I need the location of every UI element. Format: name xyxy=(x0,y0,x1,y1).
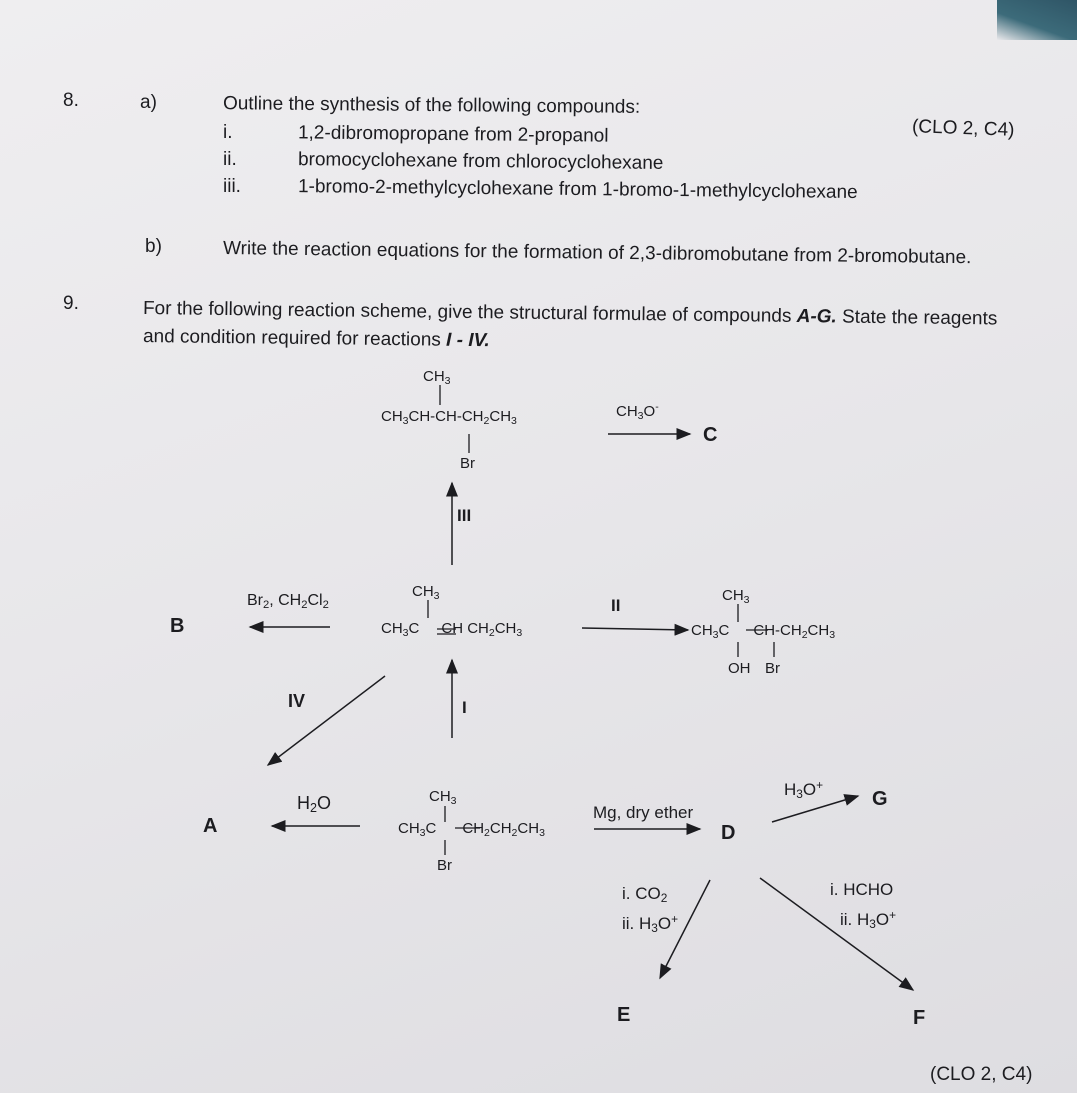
q8-part-b-text: Write the reaction equations for the formation of 2,3-dibromobutane from 2-bromobutane. xyxy=(222,238,972,269)
f-reagent-step1: i. HCHO xyxy=(830,880,894,899)
q8-item-i-text: 1,2-dibromopropane from 2-propanol xyxy=(297,122,609,147)
f-reagent-step2: ii. $H_3O^+$ xyxy=(840,908,897,931)
label-f: F xyxy=(913,1007,926,1029)
right-compound-chain: $CH_3C$ $CH-CH_2CH_3$ xyxy=(691,622,836,641)
q8-item-ii-text: bromocyclohexane from chlorocyclohexane xyxy=(297,149,664,174)
q8-item-ii-number: ii. xyxy=(223,149,237,170)
top-reagent-methoxide: $CH_3O^-$ xyxy=(616,401,659,422)
q9-line2-reactions: I - IV. xyxy=(445,329,490,352)
footer-clo: (CLO 2, C4) xyxy=(930,1064,1033,1085)
arrow-reaction-iv xyxy=(268,676,385,765)
h3o-reagent: $H_3O^+$ xyxy=(784,778,824,801)
reaction-i-label: I xyxy=(462,698,467,717)
q9-line1-compounds: A-G. xyxy=(796,305,837,328)
middle-compound-chain: $CH_3C$ CH $CH_2CH_3$ xyxy=(381,620,523,639)
q8-clo: (CLO 2, C4) xyxy=(911,116,1015,141)
bottom-compound-chain: $CH_3C$ $CH_2CH_2CH_3$ xyxy=(398,820,545,839)
bottom-compound-br: Br xyxy=(437,857,452,874)
label-c: C xyxy=(703,424,718,446)
top-compound-chain: $CH_3CH-CH-CH_2CH_3$ xyxy=(381,408,517,427)
label-b: B xyxy=(170,615,185,637)
reaction-ii-label: II xyxy=(611,596,621,615)
label-g: G xyxy=(872,788,888,810)
q8-part-a-text: Outline the synthesis of the following compounds: xyxy=(222,93,641,118)
q8-part-a-label: a) xyxy=(140,92,157,113)
q9-line2-text: and condition required for reactions xyxy=(142,326,441,351)
question-8-number: 8. xyxy=(63,90,79,111)
water-reagent: $H_2O$ xyxy=(297,793,332,815)
label-a: A xyxy=(203,815,218,837)
bottom-compound-methyl: $CH_3$ xyxy=(429,788,457,807)
top-compound-methyl: $CH_3$ xyxy=(423,368,451,387)
middle-compound-methyl: $CH_3$ xyxy=(412,583,440,602)
q8-part-b-label: b) xyxy=(145,236,162,257)
label-d: D xyxy=(721,822,736,844)
question-9-number: 9. xyxy=(63,293,79,314)
right-compound-methyl: $CH_3$ xyxy=(722,587,750,606)
e-reagent-step2: ii. $H_3O^+$ xyxy=(622,912,679,935)
b-reagent: $Br_2$, $CH_2Cl_2$ xyxy=(247,592,329,611)
reaction-iv-label: IV xyxy=(288,691,306,711)
e-reagent-step1: i. $CO_2$ xyxy=(622,884,668,905)
q9-line1-end: State the reagents xyxy=(841,306,998,330)
q8-item-iii-text: 1-bromo-2-methylcyclohexane from 1-bromo-1-methylcyclohexane xyxy=(297,176,858,203)
q8-item-i-number: i. xyxy=(223,122,233,143)
label-e: E xyxy=(617,1004,631,1026)
reaction-iii-label: III xyxy=(457,506,472,525)
right-compound-oh: OH xyxy=(728,660,751,677)
grignard-reagent: Mg, dry ether xyxy=(593,803,694,822)
right-compound-br: Br xyxy=(765,660,780,677)
q8-item-iii-number: iii. xyxy=(223,176,241,197)
top-compound-br: Br xyxy=(460,455,475,472)
arrow-reaction-ii xyxy=(582,628,688,630)
q9-line1-text: For the following reaction scheme, give the structural formulae of compounds xyxy=(142,298,792,327)
